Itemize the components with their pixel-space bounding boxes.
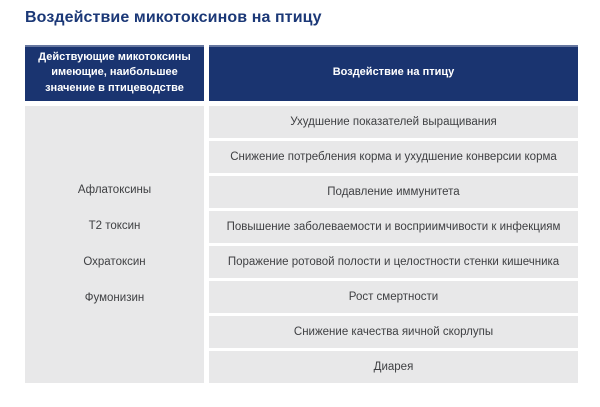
table-body	[25, 106, 578, 383]
toxin-label: Охратоксин	[83, 256, 146, 268]
effect-row: Поражение ротовой полости и целостности стенки кишечника	[209, 246, 578, 278]
effects-column	[209, 106, 578, 383]
header-cell-toxins: Действующие микотоксины имеющие, наибольшее значение в птицеводстве	[25, 45, 204, 101]
toxins-cell	[25, 106, 204, 383]
effect-row: Повышение заболеваемости и восприимчивости к инфекциям	[209, 211, 578, 243]
effect-row: Рост смертности	[209, 281, 578, 313]
effect-row: Подавление иммунитета	[209, 176, 578, 208]
toxin-label: Афлатоксины	[77, 184, 152, 196]
header-cell-effects: Воздействие на птицу	[209, 45, 578, 101]
effect-row: Снижение потребления корма и ухудшение конверсии корма	[209, 141, 578, 173]
toxin-label: Т2 токсин	[88, 220, 141, 232]
effect-row: Ухудшение показателей выращивания	[209, 106, 578, 138]
mycotoxins-table	[25, 45, 578, 383]
toxin-label: Фумонизин	[84, 292, 145, 304]
effect-row: Снижение качества яичной скорлупы	[209, 316, 578, 348]
table-header-row	[25, 45, 578, 101]
page-title: Воздействие микотоксинов на птицу	[25, 9, 322, 26]
effect-row: Диарея	[209, 351, 578, 383]
